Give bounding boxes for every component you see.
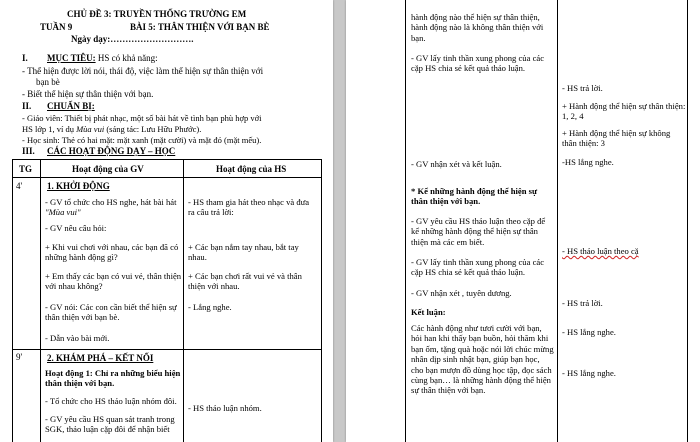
gv-praise: - GV nhận xét , tuyên dương. (411, 288, 512, 298)
table-header-tg: TG (19, 164, 33, 174)
section-3-number: III. (22, 146, 35, 156)
hs-group-discussion: - HS thảo luận nhóm. (188, 403, 262, 413)
time-cell-2: 9' (16, 352, 23, 362)
right-page (346, 0, 700, 442)
activity-tell: * Kể những hành động thể hiện sự thân thiện với bạn. (411, 186, 538, 207)
objective-1-cont: bạn bè (36, 77, 60, 87)
hs-step-1: - HS tham gia hát theo nhạc và đưa ra câu trả lời: (188, 197, 310, 218)
conclusion-text: Các hành động như tươi cười với bạn, hỏi han khi thấy bạn buồn, hỏi thăm khi bạn ốm, tặng quà hoặc nói lời chúc mừng nhân dịp sinh nhật bạn, giúp bạn học, cho bạn mượn đồ dùng học tập, đọc sách cùng bạn… là những hành động thể hiện sự thân thiện với bạn. (411, 323, 554, 396)
gv-step-1: - GV tổ chức cho HS nghe, hát bài hát "Mùa vui" (45, 197, 177, 218)
hs-listen-3: - HS lắng nghe. (562, 368, 616, 378)
table-header-gv: Hoạt động của GV (72, 164, 144, 174)
lesson-title: BÀI 5: THÂN THIỆN VỚI BẠN BÈ (130, 22, 270, 32)
left-page (0, 0, 333, 442)
gv-conclude-1: - GV nhận xét và kết luận. (411, 159, 502, 169)
table-col-divider-2 (183, 159, 184, 442)
step-2-title: 2. KHÁM PHÁ – KẾT NỐI (47, 353, 154, 363)
hs-unfriendly-actions: + Hành động thể hiện sự không thân thiện: 3 (562, 128, 671, 149)
hs-pair-discussion: - HS thảo luận theo cặ (562, 246, 639, 256)
gv-share-1: - GV lấy tinh thần xung phong của các cặp HS chia sẻ kết quả thảo luận. (411, 53, 545, 74)
table-header-hs: Hoạt động của HS (216, 164, 287, 174)
gv-group-discussion: - Tổ chức cho HS thảo luận nhóm đôi. (45, 396, 177, 406)
step-1-title: 1. KHỞI ĐỘNG (47, 181, 110, 191)
gv-question-2: + Em thấy các bạn có vui vẻ, thân thiện với nhau không? (45, 271, 182, 292)
gv-question-1: + Khi vui chơi với nhau, các bạn đã có những hành động gì? (45, 242, 179, 263)
table-col-divider-1 (40, 159, 41, 442)
section-3-heading: CÁC HOẠT ĐỘNG DẠY – HỌC (47, 146, 176, 156)
prep-teacher: - Giáo viên: Thiết bị phát nhạc, một số bài hát về tình bạn phù hợp với (22, 113, 262, 123)
section-1-number: I. (22, 53, 28, 63)
gv-question-intro: - GV nêu câu hỏi: (45, 223, 107, 233)
table-header-divider (12, 177, 321, 178)
hs-answer-2: + Các bạn chơi rất vui vẻ và thân thiện với nhau. (188, 271, 302, 292)
hs-listen-2: - HS lắng nghe. (562, 327, 616, 337)
hs-answer-1: + Các bạn nắm tay nhau, bắt tay nhau. (188, 242, 299, 263)
gv-share-2: - GV lấy tinh thần xung phong của các cặp HS chia sẻ kết quả thảo luận. (411, 257, 545, 278)
hs-listen: - Lắng nghe. (188, 302, 232, 312)
gv-intro-lesson: - Dẫn vào bài mới. (45, 333, 110, 343)
time-cell-1: 4' (16, 181, 23, 191)
gv-cont-1: hành động nào thể hiện sự thân thiện, hành động nào là không thân thiện với bạn. (411, 12, 544, 43)
table-border-left (405, 0, 406, 442)
hs-friendly-actions: + Hành động thể hiện sự thân thiện: 1, 2, 4 (562, 101, 686, 122)
gv-observe: - GV yêu cầu HS quan sát tranh trong SGK, thảo luận cặp đôi để nhận biết (45, 414, 175, 435)
objective-2: - Biết thể hiện sự thân thiện với bạn. (22, 89, 154, 99)
activity-1-title: Hoạt động 1: Chỉ ra những biểu hiện thân thiện với bạn. (45, 368, 181, 389)
table-border-left (12, 159, 13, 442)
table-row-divider (12, 349, 321, 350)
date-line: Ngày dạy:………………………. (71, 34, 194, 44)
table-col-divider (557, 0, 558, 442)
week-label: TUẦN 9 (40, 22, 73, 32)
table-border-top (12, 159, 321, 160)
conclusion-heading: Kết luận: (411, 307, 446, 317)
prep-teacher-cont: HS lớp 1, ví dụ Mùa vui (sáng tác: Lưu Hữu Phước). (22, 124, 202, 134)
hs-answer-2: - HS trả lời. (562, 298, 603, 308)
prep-student: - Học sinh: Thẻ có hai mặt: mặt xanh (mặt cười) và mặt đỏ (mặt mếu). (22, 135, 262, 145)
gv-pair-discussion: - GV yêu cầu HS thảo luận theo cặp để kể những hành động thể hiện sự thân thiện mà các em biết. (411, 216, 546, 247)
hs-answer: - HS trả lời. (562, 83, 603, 93)
table-border-right (321, 159, 322, 442)
section-2-number: II. (22, 101, 32, 111)
hs-listen-1: -HS lắng nghe. (562, 157, 614, 167)
table-border-right (687, 0, 688, 442)
section-2-heading: CHUẨN BỊ: (47, 101, 95, 111)
gv-closing: - GV nói: Các con cần biết thể hiện sự thân thiện với bạn bè. (45, 302, 177, 323)
chapter-title: CHỦ ĐỀ 3: TRUYỀN THỐNG TRƯỜNG EM (67, 9, 247, 19)
objective-1: - Thể hiện được lời nói, thái độ, việc làm thể hiện sự thân thiện với (22, 66, 264, 76)
section-1-heading: MỤC TIÊU: HS có khả năng: (47, 53, 158, 63)
